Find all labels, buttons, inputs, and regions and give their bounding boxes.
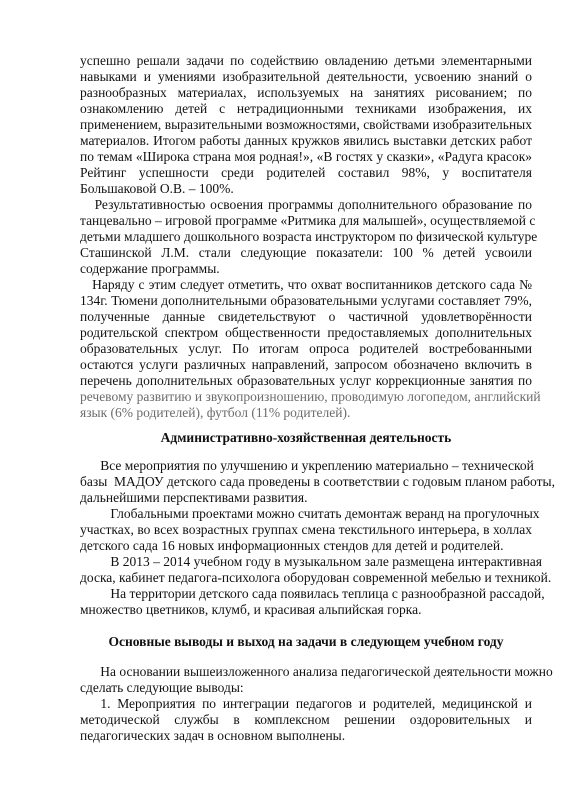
text-line: Рейтинг успешности среди родителей составил 98%, у воспитателя [80, 165, 532, 180]
paragraph-rhythmics [80, 197, 538, 277]
text-line: сделать следующие выводы: [80, 680, 244, 695]
text-line: детьми младшего дошкольного возраста инструктором по физической культуре [80, 229, 538, 244]
paragraph-music-hall [80, 554, 552, 586]
text-line: язык (6% родителей), футбол (11% родителей). [80, 405, 351, 420]
text-line: дальнейшими перспективами развития. [80, 490, 308, 505]
paragraph-global-projects [80, 506, 540, 554]
text-line: образовательных услуг. По итогам опроса родителей востребованными [80, 341, 532, 356]
text-line: 134г. Тюмени дополнительными образовательными услугами составляет 79%, [80, 293, 532, 308]
text-line: 1. Мероприятия по интеграции педагогов и родителей, медицинской и [80, 696, 532, 711]
text-line: доска, кабинет педагога-психолога оборудован современной мебелью и техникой. [80, 570, 552, 585]
text-line: содержание программы. [80, 261, 220, 276]
text-line: применением, выразительными возможностями, свойствами изобразительных [80, 117, 532, 132]
paragraph-greenhouse [80, 586, 545, 618]
text-line: На основании вышеизложенного анализа педагогической деятельности можно [80, 664, 553, 679]
text-line: материалов. Итогом работы данных кружков явились выставки детских работ [80, 133, 532, 148]
text-line: успешно решали задачи по содействию овладению детьми элементарными [80, 53, 532, 68]
text-line: навыками и умениями изобразительной деятельности, усвоению знаний о [80, 69, 532, 84]
text-line: речевому развитию и звукопроизношению, проводимую логопедом, английский [80, 389, 541, 404]
section-heading-conclusions: Основные выводы и выход на задачи в следующем учебном году [108, 634, 504, 649]
text-line: Результативностью освоения программы дополнительного образование по [80, 197, 532, 212]
paragraph-drawing-clubs [80, 53, 532, 197]
text-line: перечень дополнительных образовательных услуг коррекционные занятия по [80, 373, 532, 388]
text-line: ознакомлению детей с нетрадиционными техниками изображения, их [80, 101, 532, 116]
text-line: полученные данные свидетельствуют о частичной удовлетворённости [80, 309, 532, 324]
text-line: В 2013 – 2014 учебном году в музыкальном зале размещена интерактивная [80, 554, 542, 569]
section-heading-admin: Административно-хозяйственная деятельность [160, 430, 452, 445]
text-line: танцевально – игровой программе «Ритмика для малышей», осуществляемой с [80, 213, 536, 228]
text-line: педагогических задач в основном выполнены. [80, 728, 346, 743]
text-line: методической службы в комплексном решении оздоровительных и [80, 712, 532, 727]
text-line: множество цветников, клумб, и красивая альпийская горка. [80, 602, 422, 617]
text-line: по темам «Широка страна моя родная!», «В гостях у сказки», «Радуга красок» [80, 149, 532, 164]
text-line: разнообразных материалах, используемых на занятиях рисованием; по [80, 85, 532, 100]
paragraph-additional-services [80, 277, 541, 421]
text-line: Глобальными проектами можно считать демонтаж веранд на прогулочных [80, 506, 540, 521]
text-line: базы МАДОУ детского сада проведены в соответствии с годовым планом работы, [80, 474, 555, 489]
text-line: детского сада 16 новых информационных стендов для детей и родителей. [80, 538, 504, 553]
paragraph-conclusions-intro [80, 664, 553, 696]
text-line: родительской спектром общественности предоставляемых дополнительных [80, 325, 532, 340]
paragraph-material-base [80, 458, 555, 506]
text-line: На территории детского сада появилась теплица с разнообразной рассадой, [80, 586, 545, 601]
text-line: Все мероприятия по улучшению и укреплению материально – технической [80, 458, 534, 473]
text-line: Наряду с этим следует отметить, что охват воспитанников детского сада № [80, 277, 532, 292]
text-line: Сташинской Л.М. стали следующие показатели: 100 % детей усвоили [80, 245, 532, 260]
text-line: Большаковой О.В. – 100%. [80, 181, 234, 196]
text-line: остаются услуги различных направлений, запросом обозначено включить в [80, 357, 532, 372]
text-line: участках, во всех возрастных группах смена текстильного интерьера, в холлах [80, 522, 532, 537]
list-item-conclusion-1 [80, 696, 532, 744]
